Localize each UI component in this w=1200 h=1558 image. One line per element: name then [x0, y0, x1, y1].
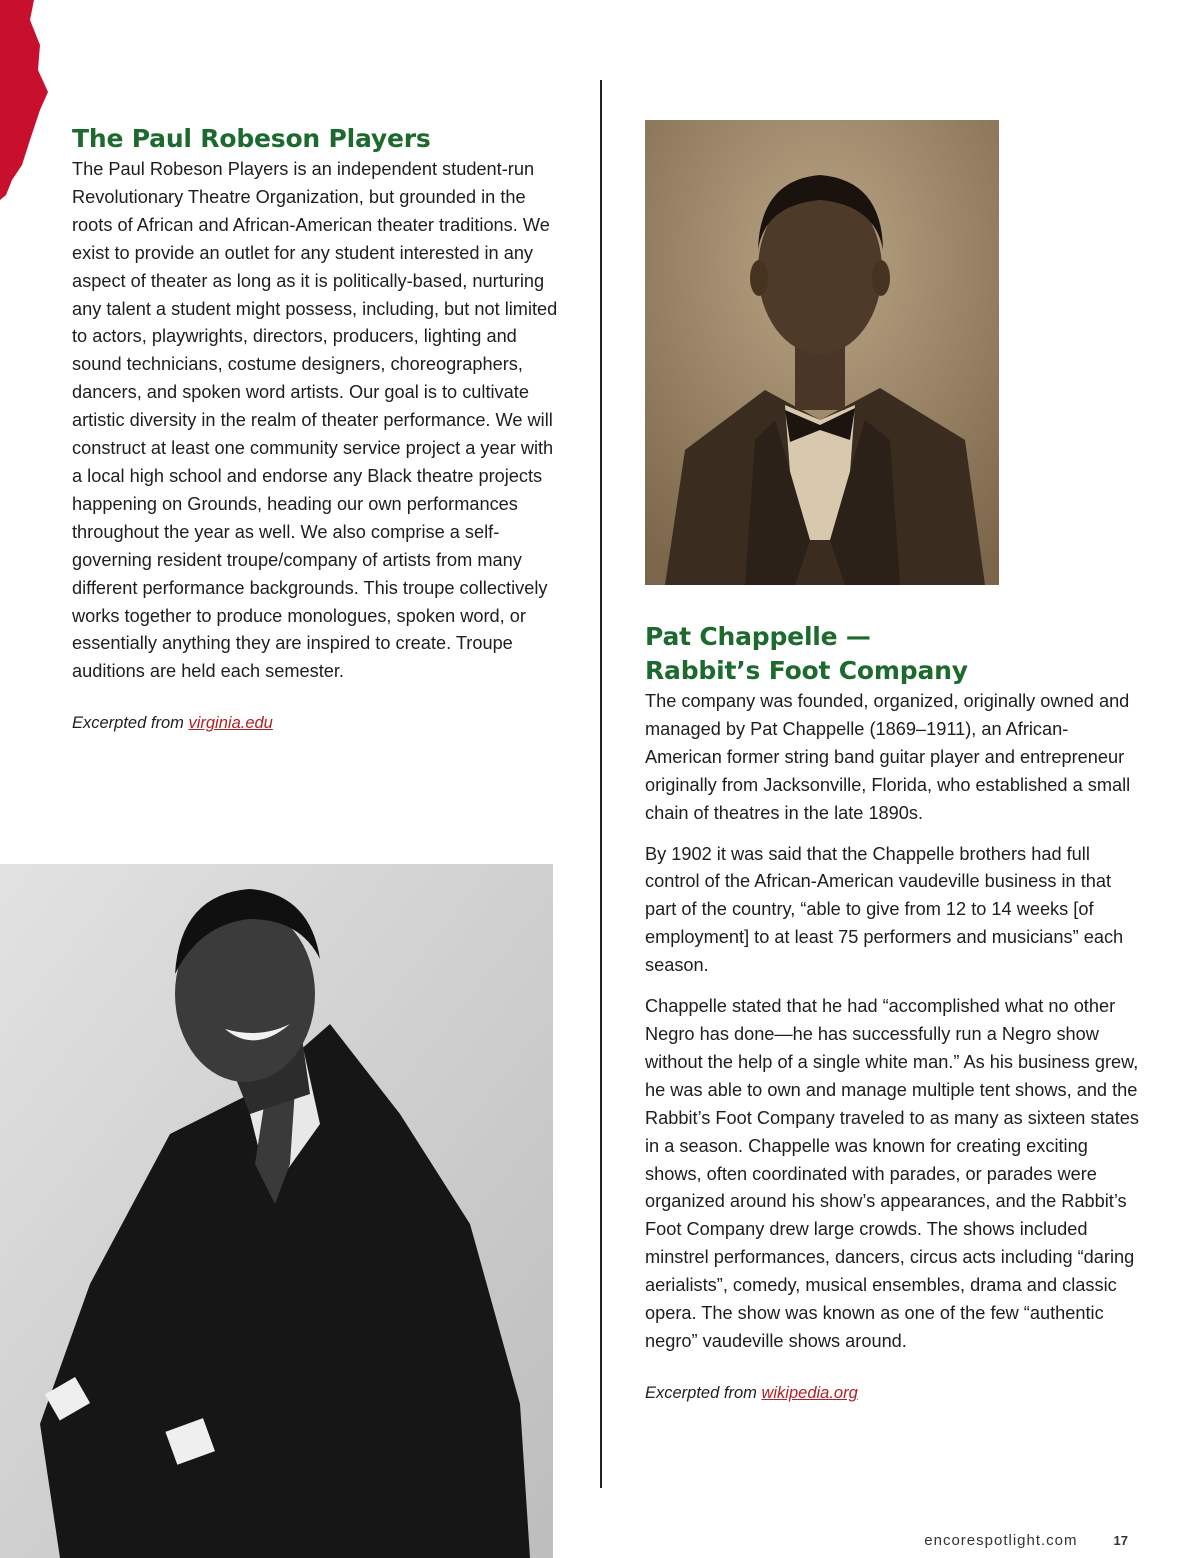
column-divider [600, 80, 602, 1488]
page-number: 17 [1113, 1533, 1128, 1548]
footer-site: encorespotlight.com [924, 1532, 1078, 1549]
red-corner-decoration [0, 0, 60, 200]
left-article [72, 122, 562, 733]
credit-prefix: Excerpted from [72, 714, 189, 733]
chappelle-heading-line2: Rabbit’s Foot Company [645, 656, 968, 685]
pat-chappelle-photo [645, 120, 999, 585]
chappelle-paragraph-3: Chappelle stated that he had “accomplished what no other Negro has done—he has successfully run a Negro show without the help of a single white man.” As his business grew, he was able to own and manage multiple tent shows, and the Rabbit’s Foot Company traveled to as many as sixteen states in a season. Chappelle was known for creating exciting shows, often coordinated with parades, or parades were organized around his show’s appearances, and the Rabbit’s Foot Company drew large crowds. The shows included minstrel performances, dancers, circus acts including “daring aerialists”, comedy, musical ensembles, drama and classic opera. The show was known as one of the few “authentic negro” vaudeville shows around. [645, 996, 1140, 1351]
paul-robeson-body: The Paul Robeson Players is an independent student-run Revolutionary Theatre Organization, but grounded in the roots of African and African-American theater traditions. We exist to provide an outlet for any student interested in any aspect of theater as long as it is politically-based, nurturing any talent a student might possess, including, but not limited to actors, playwrights, directors, producers, lighting and sound technicians, costume designers, choreographers, dancers, and spoken word artists. Our goal is to cultivate artistic diversity in the realm of theater performance. We will construct at least one community service project a year with a local high school and endorse any Black theatre projects happening on Grounds, heading our own performances throughout the year as well. We also comprise a self-governing resident troupe/company of artists from many different performance backgrounds. This troupe collectively works together to produce monologues, spoken word, or essentially anything they are inspired to create. Troupe auditions are held each semester. [72, 159, 558, 682]
chappelle-credit [645, 1384, 1145, 1403]
paul-robeson-credit [72, 714, 562, 733]
chappelle-paragraph-2: By 1902 it was said that the Chappelle brothers had full control of the African-American vaudeville business in that part of the country, “able to give from 12 to 14 weeks [of employment] to at least 75 performers and musicians” each season. [645, 843, 1124, 976]
chappelle-heading [645, 620, 1145, 688]
paul-robeson-photo [0, 864, 553, 1558]
page-footer [0, 1532, 1128, 1549]
chappelle-heading-line1: Pat Chappelle — [645, 622, 871, 651]
paul-robeson-heading: The Paul Robeson Players [72, 124, 431, 153]
right-article [645, 620, 1145, 1403]
wikipedia-org-link[interactable]: wikipedia.org [761, 1383, 858, 1402]
virginia-edu-link[interactable]: virginia.edu [188, 714, 273, 733]
credit-prefix: Excerpted from [645, 1383, 762, 1402]
chappelle-paragraph-1: The company was founded, organized, originally owned and managed by Pat Chappelle (1869–1911), an African-American former string band guitar player and entrepreneur originally from Jacksonville, Florida, who established a small chain of theatres in the late 1890s. [645, 691, 1131, 823]
